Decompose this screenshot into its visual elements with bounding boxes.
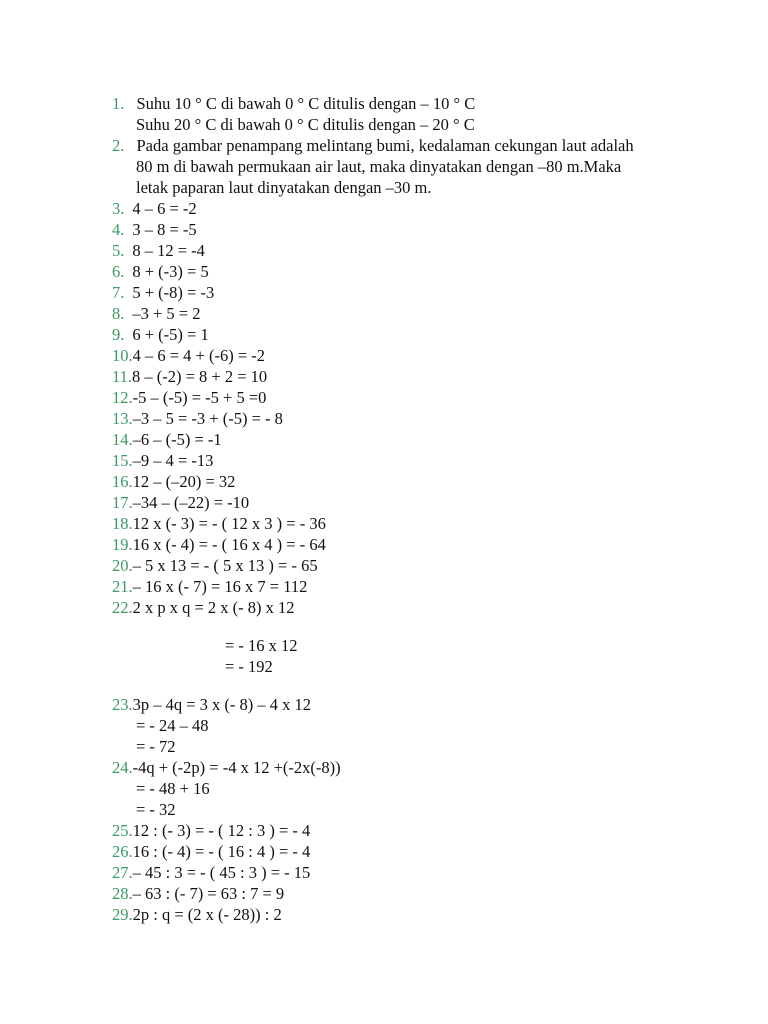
item-text: – 16 x (- 7) = 16 x 7 = 112 <box>132 577 308 596</box>
item-text: = - 24 – 48 <box>136 716 209 735</box>
item-number: 12. <box>112 388 133 407</box>
list-item <box>112 472 235 492</box>
item-text: = - 72 <box>136 737 176 756</box>
item-number: 22. <box>112 598 133 617</box>
list-item <box>112 199 197 219</box>
item-number: 4. <box>112 220 125 239</box>
item-number: 3. <box>112 199 125 218</box>
item-number: 15. <box>112 451 133 470</box>
list-item <box>112 493 249 513</box>
item-text: = - 32 <box>136 800 176 819</box>
item-text: –3 + 5 = 2 <box>132 304 201 323</box>
item-number: 10. <box>112 346 133 365</box>
list-item <box>112 283 214 303</box>
item-text: = - 16 x 12 <box>225 636 298 655</box>
list-item <box>112 842 310 862</box>
list-item-continuation <box>136 115 475 135</box>
list-item <box>112 325 209 345</box>
item-text: 12 – (–20) = 32 <box>132 472 236 491</box>
item-number: 16. <box>112 472 133 491</box>
item-text: 12 x (- 3) = - ( 12 x 3 ) = - 36 <box>132 514 326 533</box>
item-text: –9 – 4 = -13 <box>132 451 214 470</box>
list-item <box>112 409 283 429</box>
item-text: –34 – (–22) = -10 <box>132 493 250 512</box>
item-number: 21. <box>112 577 133 596</box>
item-number: 24. <box>112 758 133 777</box>
list-item <box>112 262 209 282</box>
list-item <box>112 884 284 904</box>
list-item <box>112 905 282 925</box>
item-text: -5 – (-5) = -5 + 5 =0 <box>132 388 267 407</box>
list-item <box>112 821 310 841</box>
item-number: 23. <box>112 695 133 714</box>
list-item <box>112 695 311 715</box>
item-text: 8 + (-3) = 5 <box>132 262 209 281</box>
list-item <box>112 220 197 240</box>
list-item <box>112 451 213 471</box>
list-item <box>112 430 222 450</box>
list-item <box>112 514 326 534</box>
list-item-continuation <box>225 636 298 656</box>
item-number: 9. <box>112 325 125 344</box>
list-item <box>112 758 341 778</box>
item-text: 16 : (- 4) = - ( 16 : 4 ) = - 4 <box>132 842 311 861</box>
list-item <box>112 367 267 387</box>
item-text: letak paparan laut dinyatakan dengan –30 m. <box>136 178 432 197</box>
item-text: Suhu 10 ° C di bawah 0 ° C ditulis dengan – 10 ° C <box>136 94 476 113</box>
item-text: – 63 : (- 7) = 63 : 7 = 9 <box>132 884 285 903</box>
list-item-continuation <box>136 716 209 736</box>
list-item <box>112 304 201 324</box>
list-item <box>112 346 265 366</box>
item-text: –6 – (-5) = -1 <box>132 430 222 449</box>
item-text: 3 – 8 = -5 <box>132 220 197 239</box>
item-number: 13. <box>112 409 133 428</box>
item-number: 20. <box>112 556 133 575</box>
item-text: 16 x (- 4) = - ( 16 x 4 ) = - 64 <box>132 535 326 554</box>
item-text: 3p – 4q = 3 x (- 8) – 4 x 12 <box>132 695 312 714</box>
item-text: – 5 x 13 = - ( 5 x 13 ) = - 65 <box>132 556 318 575</box>
list-item <box>112 863 310 883</box>
item-text: = - 48 + 16 <box>136 779 210 798</box>
item-text: 4 – 6 = 4 + (-6) = -2 <box>132 346 266 365</box>
item-number: 29. <box>112 905 133 924</box>
item-number: 7. <box>112 283 125 302</box>
list-item <box>112 94 475 114</box>
item-number: 26. <box>112 842 133 861</box>
list-item-continuation <box>136 178 432 198</box>
list-item <box>112 598 295 618</box>
item-number: 6. <box>112 262 125 281</box>
item-number: 18. <box>112 514 133 533</box>
list-item-continuation <box>136 157 621 177</box>
list-item <box>112 535 326 555</box>
item-text: 8 – (-2) = 8 + 2 = 10 <box>132 367 268 386</box>
item-text: 8 – 12 = -4 <box>132 241 205 260</box>
list-item-continuation <box>136 737 176 757</box>
item-text: 4 – 6 = -2 <box>132 199 197 218</box>
item-number: 11. <box>112 367 133 386</box>
item-number: 19. <box>112 535 133 554</box>
item-text: Suhu 20 ° C di bawah 0 ° C ditulis dengan – 20 ° C <box>136 115 475 134</box>
item-text: 5 + (-8) = -3 <box>132 283 215 302</box>
item-number: 25. <box>112 821 133 840</box>
item-number: 1. <box>112 94 125 113</box>
item-text: -4q + (-2p) = -4 x 12 +(-2x(-8)) <box>132 758 341 777</box>
item-number: 14. <box>112 430 133 449</box>
item-text: 80 m di bawah permukaan air laut, maka dinyatakan dengan –80 m.Maka <box>136 157 622 176</box>
item-text: 2p : q = (2 x (- 28)) : 2 <box>132 905 282 924</box>
list-item <box>112 136 634 156</box>
item-text: 2 x p x q = 2 x (- 8) x 12 <box>132 598 295 617</box>
item-text: – 45 : 3 = - ( 45 : 3 ) = - 15 <box>132 863 311 882</box>
item-text: –3 – 5 = -3 + (-5) = - 8 <box>132 409 283 428</box>
item-text: = - 192 <box>225 657 273 676</box>
item-number: 2. <box>112 136 125 155</box>
item-text: 6 + (-5) = 1 <box>132 325 209 344</box>
list-item <box>112 577 307 597</box>
list-item <box>112 388 266 408</box>
item-number: 5. <box>112 241 125 260</box>
list-item-continuation <box>225 657 273 677</box>
list-item <box>112 241 205 261</box>
item-number: 8. <box>112 304 125 323</box>
list-item <box>112 556 318 576</box>
item-text: Pada gambar penampang melintang bumi, kedalaman cekungan laut adalah <box>136 136 634 155</box>
item-number: 27. <box>112 863 133 882</box>
item-text: 12 : (- 3) = - ( 12 : 3 ) = - 4 <box>132 821 311 840</box>
list-item-continuation <box>136 800 176 820</box>
list-item-continuation <box>136 779 210 799</box>
item-number: 28. <box>112 884 133 903</box>
item-number: 17. <box>112 493 133 512</box>
